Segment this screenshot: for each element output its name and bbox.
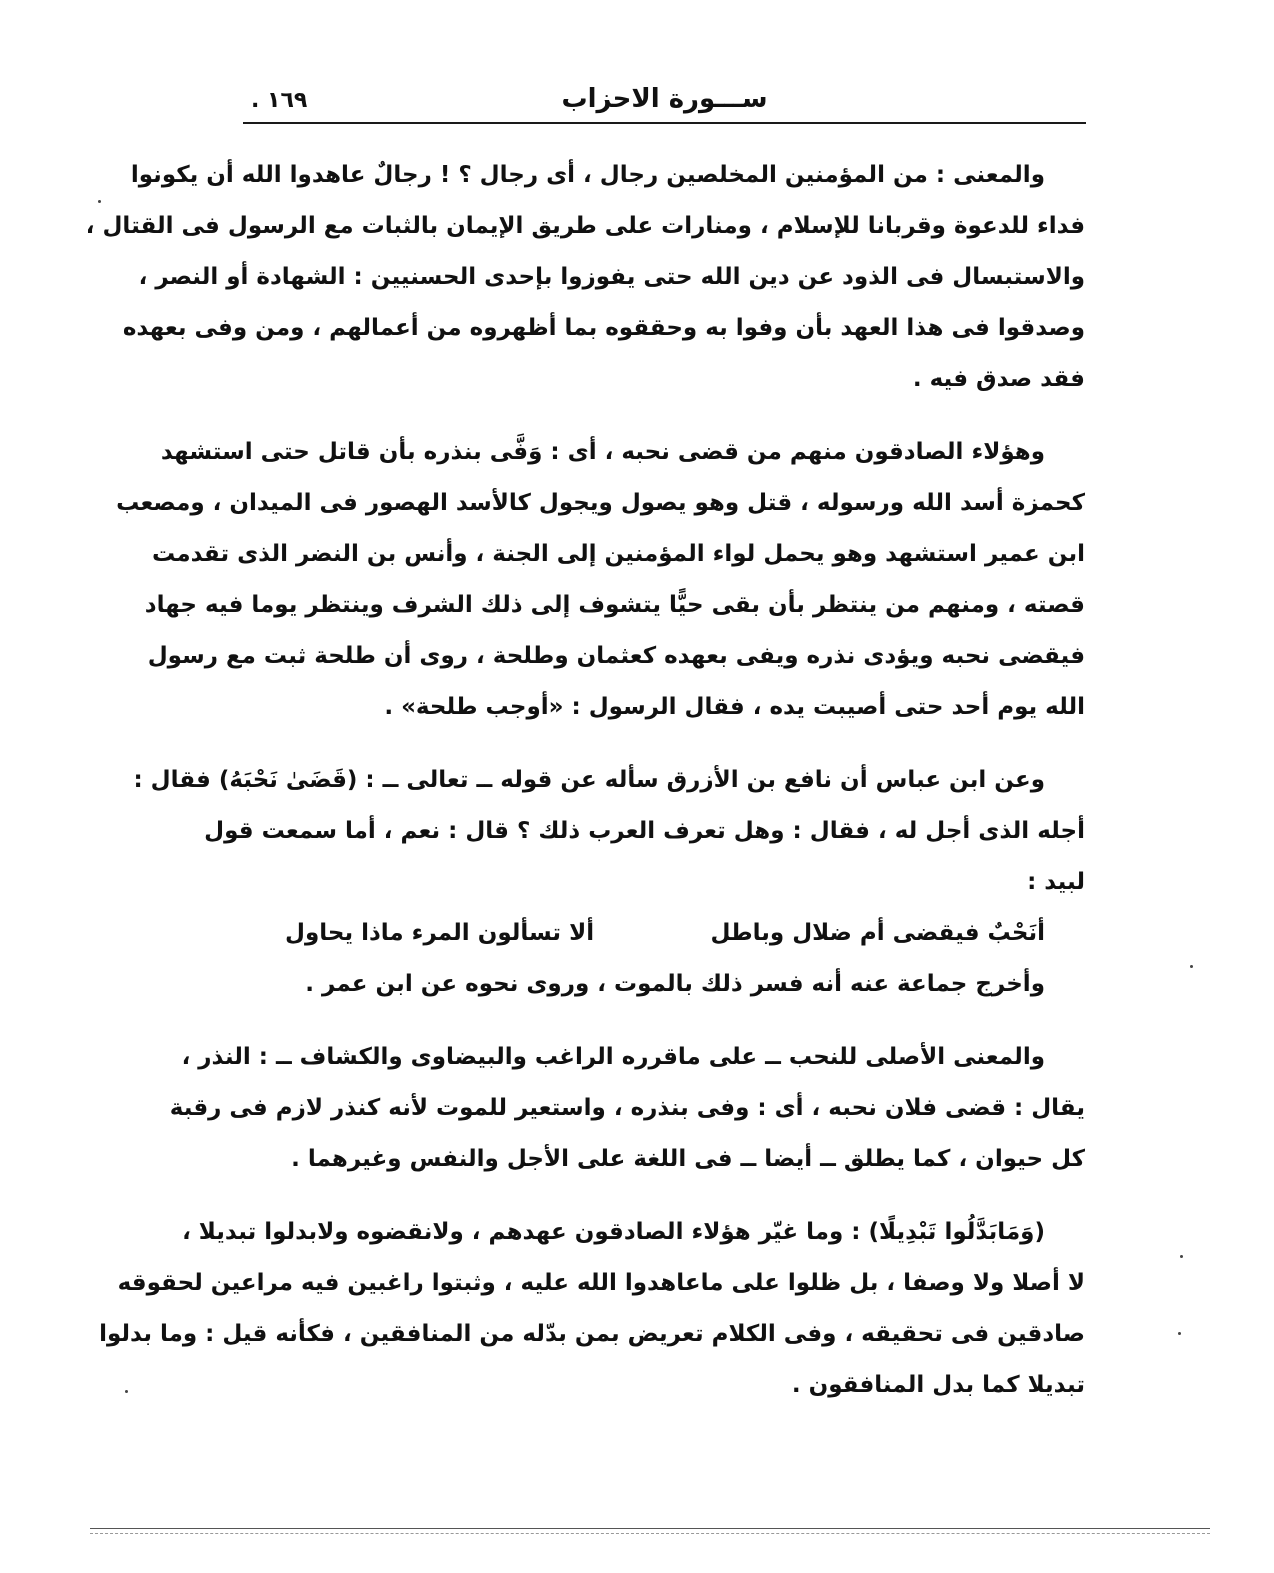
text-line: فيقضى نحبه ويؤدى نذره ويفى بعهده كعثمان وطلحة ، روى أن طلحة ثبت مع رسول (147, 643, 1085, 669)
scan-speck (1180, 1255, 1183, 1258)
paragraph (116, 427, 1085, 733)
paragraph (133, 755, 1085, 908)
paragraph (99, 1207, 1085, 1411)
text-line: قصته ، ومنهم من ينتظر بأن بقى حيًّا يتشوف إلى ذلك الشرف وينتظر يوما فيه جهاد (144, 592, 1085, 618)
text-line: وصدقوا فى هذا العهد بأن وفوا به وحققوه بما أظهروه من أعمالهم ، ومن وفى بعهده (122, 315, 1085, 341)
poetry-verse (245, 908, 1085, 959)
text-line: صادقين فى تحقيقه ، وفى الكلام تعريض بمن بدّله من المنافقين ، فكأنه قيل : وما بدلوا (99, 1321, 1085, 1347)
text-line: الله يوم أحد حتى أصيبت يده ، فقال الرسول : «أوجب طلحة» . (384, 694, 1085, 720)
body-text (85, 150, 1085, 1411)
scan-speck (1190, 965, 1193, 968)
text-line: فداء للدعوة وقربانا للإسلام ، ومنارات على طريق الإيمان بالثبات مع الرسول فى القتال ، (85, 213, 1085, 239)
text-line: لا أصلا ولا وصفا ، بل ظلوا على ماعاهدوا الله عليه ، وثبتوا راغبين فيه مراعين لحقوقه (117, 1270, 1085, 1296)
text-line: كل حيوان ، كما يطلق ــ أيضا ــ فى اللغة على الأجل والنفس وغيرهما . (291, 1146, 1085, 1172)
text-line: وأخرج جماعة عنه أنه فسر ذلك بالموت ، وروى نحوه عن ابن عمر . (305, 971, 1045, 997)
page-number: ١٦٩ . (251, 88, 308, 113)
scan-speck (1178, 1332, 1181, 1335)
text-line: وهؤلاء الصادقون منهم من قضى نحبه ، أى : وَفَّى بنذره بأن قاتل حتى استشهد (160, 439, 1045, 465)
text-line: لبيد : (1027, 869, 1085, 895)
bottom-edge-line (90, 1533, 1210, 1534)
text-line: يقال : قضى فلان نحبه ، أى : وفى بنذره ، واستعير للموت لأنه كنذر لازم فى رقبة (169, 1095, 1085, 1121)
text-line: (وَمَابَدَّلُوا تَبْدِيلًا) : وما غيّر هؤلاء الصادقون عهدهم ، ولانقضوه ولابدلوا تبديلا ، (182, 1219, 1045, 1245)
paragraph (169, 1032, 1085, 1185)
text-line: والمعنى : من المؤمنين المخلصين رجال ، أى رجال ؟ ! رجالٌ عاهدوا الله أن يكونوا (130, 162, 1045, 188)
surah-title: ســـورة الاحزاب (561, 84, 768, 114)
verse-right-hemistich: ألا تسألون المرء ماذا يحاول (285, 920, 595, 946)
text-line: ابن عمير استشهد وهو يحمل لواء المؤمنين إلى الجنة ، وأنس بن النضر الذى تقدمت (152, 541, 1085, 567)
text-line: فقد صدق فيه . (912, 366, 1085, 392)
scan-speck (98, 200, 101, 203)
text-line: والاستبسال فى الذود عن دين الله حتى يفوزوا بإحدى الحسنيين : الشهادة أو النصر ، (138, 264, 1085, 290)
text-line: والمعنى الأصلى للنحب ــ على ماقرره الراغب والبيضاوى والكشاف ــ : النذر ، (181, 1044, 1045, 1070)
running-header (243, 80, 1086, 124)
bottom-edge-line (90, 1528, 1210, 1529)
text-line: أجله الذى أجل له ، فقال : وهل تعرف العرب ذلك ؟ قال : نعم ، أما سمعت قول (204, 818, 1085, 844)
scan-speck (125, 1390, 128, 1393)
paragraph (85, 150, 1085, 405)
text-line: تبديلا كما بدل المنافقون . (791, 1372, 1085, 1398)
text-line: كحمزة أسد الله ورسوله ، قتل وهو يصول ويجول كالأسد الهصور فى الميدان ، ومصعب (116, 490, 1085, 516)
text-line: وعن ابن عباس أن نافع بن الأزرق سأله عن قوله ــ تعالى ــ : (قَضَىٰ نَحْبَهُ) فقال : (133, 767, 1045, 793)
verse-left-hemistich: أنَحْبٌ فيقضى أم ضلال وباطل (710, 920, 1045, 946)
